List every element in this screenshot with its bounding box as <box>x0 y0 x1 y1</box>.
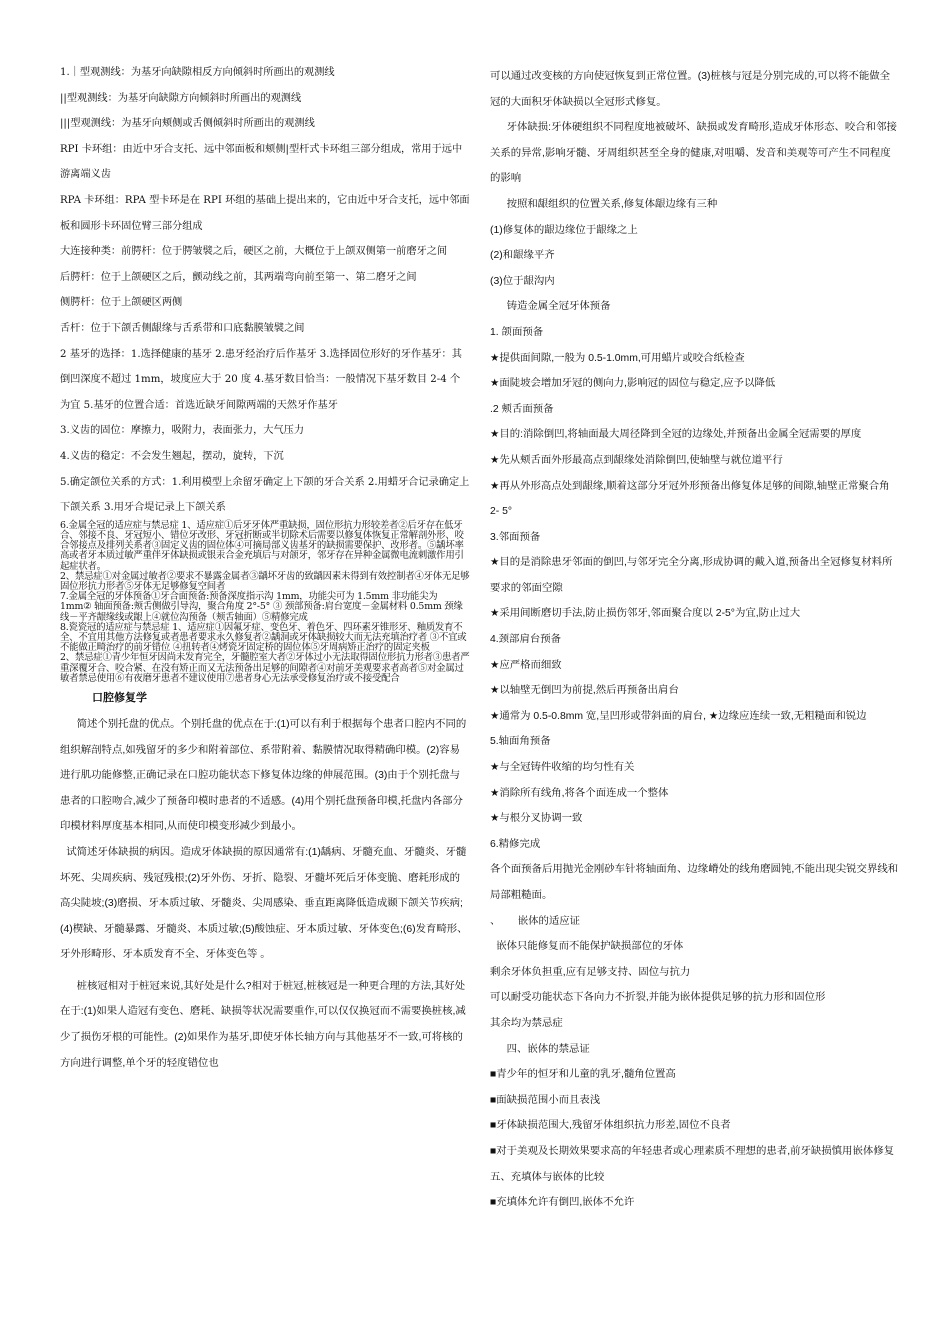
inlay-contraindication-2: ■面缺损范围小而且表浅 <box>490 1094 601 1106</box>
post-core-crown-continued: 可以通过改变核的方向使冠恢复到正常位置。(3)桩核与冠是分别完成的,可以将不能做全冠的大面积牙体缺损以全冠形式修复。 <box>490 71 891 108</box>
buccal-lingual-prep-item-2: ★先从颊舌面外形最高点到龈缘处消除倒凹,使轴壁与就位道平行 <box>490 454 783 466</box>
occlusal-prep-item-2: ★面陡坡会增加牙冠的侧向力,影响冠的固位与稳定,应予以降低 <box>490 378 776 390</box>
occlusal-prep-item-1: ★提供面间隙,一般为 0.5-1.0mm,可用蜡片或咬合纸检查 <box>490 352 745 364</box>
margin-position-1: (1)修复体的龈边缘位于龈缘之上 <box>490 224 638 236</box>
margin-position-intro: 按照和龈组织的位置关系,修复体龈边缘有三种 <box>506 198 718 210</box>
observation-line-type-2: ||型观测线：为基牙向缺隙方向倾斜时所画出的观测线 <box>60 92 302 104</box>
right-column <box>490 60 900 1216</box>
inlay-indication-2: 剩余牙体负担重,应有足够支持、固位与抗力 <box>490 966 691 978</box>
occlusal-prep-heading: 1. 颌面预备 <box>490 326 544 338</box>
proximal-prep-item-2: ★采用间断磨切手法,防止损伤邻牙,邻面聚合度以 2-5°为宜,防止过大 <box>490 608 801 620</box>
major-connector-posterior-bar: 后腭杆：位于上颌硬区之后，颤动线之前，其两端弯向前至第一、第二磨牙之间 <box>60 271 417 283</box>
observation-line-type-1: 1.｜型观测线：为基牙向缺隙相反方向倾斜时所画出的观测线 <box>60 67 335 78</box>
axial-angle-prep-item-1: ★与全冠铸件收缩的均匀性有关 <box>490 762 635 774</box>
metal-crown-preparation: 7.金属全冠的牙体预备①牙合面预备:预备深度指示沟 1mm，功能尖可为 1.5mm 非功能尖为 1mm② 轴面预备:颊舌侧做引导沟，聚合角度 2°-5° ③ 颈部预备:肩台宽度－金属材料 0.5mm 颈缘线－平齐龈缘线或龈上④就位沟预备（颊舌轴面）⑤精修完成 <box>60 591 463 623</box>
inlay-indications-heading: 、 嵌体的适应证 <box>490 915 581 927</box>
porcelain-crown-indications: 8.瓷瓷冠的适应症与禁忌症 1、适应症①因氟牙症、变色牙、着色牙、四环素牙锥形牙、釉质发育不全、不宜用其他方法修复或者患者要求永久修复者②龋洞或牙体缺损较大而无法充填治疗者 ③不宜或不能做正畸治疗的前牙错位 ④扭转者④烤瓷牙固定桥的固位体⑤牙周病矫正治疗的固定夹板 <box>60 621 467 654</box>
abutment-selection-paragraph: 2 基牙的选择：1.选择健康的基牙 2.患牙经治疗后作基牙 3.选择固位形好的牙作基牙：其倒凹深度不超过 1mm，坡度应大于 20 度 4.基牙数目恰当：一般情况下基牙数目 2-4 个为宜 5.基牙的位置合适：首选近缺牙间隙两端的天然牙作基牙 <box>60 348 462 411</box>
cast-crown-prep-title: 铸造金属全冠牙体预备 <box>506 301 611 313</box>
shoulder-prep-heading: 4.颈部肩台预备 <box>490 634 562 646</box>
buccal-lingual-prep-item-3: ★再从外形高点处到龈缘,顺着这部分牙冠外形预备出修复体足够的间隙,轴壁正常聚合角 2- 5° <box>490 480 890 518</box>
axial-angle-prep-item-2: ★消除所有线角,将各个面连成一个整体 <box>490 787 669 799</box>
major-connector-anterior-bar: 大连接种类：前腭杆：位于腭皱襞之后，硬区之前，大概位于上颌双侧第一前磨牙之间 <box>60 246 448 258</box>
left-column <box>60 60 470 1076</box>
margin-position-2: (2)和龈缘平齐 <box>490 250 555 262</box>
shoulder-prep-item-3: ★通常为 0.5-0.8mm 宽,呈凹形或带斜面的肩台, ★边缘应连续一致,无粗糙面和锐边 <box>490 710 867 722</box>
buccal-lingual-prep-item-1: ★目的:消除倒凹,将轴面最大周径降到全冠的边缘处,并预备出金属全冠需要的厚度 <box>490 429 862 441</box>
inlay-indication-4: 其余均为禁忌症 <box>490 1017 563 1029</box>
inlay-indication-3: 可以耐受功能状态下各向力不折裂,并能为嵌体提供足够的抗力形和固位形 <box>490 992 826 1004</box>
finishing-text: 各个面预备后用抛光金刚砂车针将轴面角、边缘嵴处的线角磨圆钝,不能出现尖锐交界线和局部粗糙面。 <box>490 864 899 901</box>
denture-stability-paragraph: 4.义齿的稳定：不会发生翘起，摆动，旋转，下沉 <box>60 450 284 462</box>
rpi-clasp-paragraph: RPI 卡环组：由近中牙合支托、远中邻面板和颊侧|型杆式卡环组三部分组成，常用于远中游离端义齿 <box>60 143 463 181</box>
finishing-heading: 6.精修完成 <box>490 838 541 850</box>
shoulder-prep-item-1: ★应严格而细致 <box>490 659 562 671</box>
shoulder-prep-item-2: ★以轴壁无倒凹为前提,然后再预备出肩台 <box>490 685 679 697</box>
inlay-contraindication-3: ■牙体缺损范围大,残留牙体组织抗力形差,固位不良者 <box>490 1120 731 1132</box>
metal-crown-indications: 6.金属全冠的适应症与禁忌症 1、适应症①后牙牙体严重缺损，固位形抗力形较差者②后牙存在低牙合、邻接不良、牙冠短小、错位牙改形、牙冠折断或半切除术后需要以修复体恢复正常解剖外形、咬合邻接点及排列关系者③固定义齿的固位体④可摘局部义齿基牙的缺损需要保护、改形者。⑤龋坏率高或者牙本质过敏严重伴牙体缺损或银汞合金充填后与对颌牙，邻牙存在异种金属微电流刺激作用引起症状者。 <box>60 519 464 572</box>
denture-retention-paragraph: 3.义齿的固位：摩擦力，吸附力，表面张力，大气压力 <box>60 425 305 437</box>
inlay-contraindication-1: ■青少年的恒牙和儿童的乳牙,髓角位置高 <box>490 1069 676 1081</box>
metal-crown-contraindications: 2、禁忌症①对金属过敏者②要求不暴露金属者③龋坏牙齿的致龋因素未得到有效控制者④牙体无足够固位形抗力形者⑤牙体无足够修复空间者 <box>60 570 470 592</box>
porcelain-crown-contraindications: 2、禁忌症①青少年恒牙因尚未发育完全，牙髓腔室大者②牙体过小无法取得固位形抗力形者③患者严重深覆牙合、咬合紧、在没有矫正而又无法预备出足够的间隙者④对前牙美观要求者高者⑤对金属过敏者禁忌使用⑥有夜磨牙患者不建议使用⑦患者身心无法承受修复治疗或不接受配合 <box>60 652 470 684</box>
tooth-defect-causes: 试简述牙体缺损的病因。造成牙体缺损的原因通常有:(1)龋病、牙髓充血、牙髓炎、牙髓坏死、尖周疾病、残冠残根;(2)牙外伤、牙折、隐裂、牙髓坏死后牙体变脆、磨耗形成的高尖陡坡;(3)磨损、牙本质过敏、牙髓炎、尖周感染、垂直距离降低造成颞下颌关节疾病;(4)楔缺、牙髓暴露、牙髓炎、本质过敏;(5)酸蚀症、牙本质过敏、牙体变色;(6)发育畸形、牙外形畸形、牙本质发育不全、牙体变色等 。 <box>60 846 468 961</box>
rpa-clasp-paragraph: RPA 卡环组：RPA 型卡环是在 RPI 环组的基础上提出来的，它由近中牙合支托，远中邻面板和圆形卡环固位臂三部分组成 <box>60 194 470 232</box>
tooth-defect-definition: 牙体缺损:牙体硬组织不同程度地被破坏、缺损或发育畸形,造成牙体形态、咬合和邻接关系的异常,影响牙髓、牙周组织甚至全身的健康,对咀嚼、发音和美观等可产生不同程度的影响 <box>490 122 897 185</box>
margin-position-3: (3)位于龈沟内 <box>490 275 555 287</box>
section-title: 口腔修复学 <box>92 691 147 704</box>
axial-angle-prep-item-3: ★与根分叉协调一致 <box>490 813 583 825</box>
major-connector-lingual-bar: 舌杆：位于下颌舌侧龈缘与舌系带和口底黏膜皱襞之间 <box>60 322 305 334</box>
filling-vs-inlay-item-1: ■充填体允许有倒凹,嵌体不允许 <box>490 1197 635 1209</box>
custom-tray-advantages: 简述个别托盘的优点。个别托盘的优点在于:(1)可以有利于根据每个患者口腔内不同的组织解剖特点,如残留牙的多少和附着部位、系带附着、黏膜情况取得精确印模。(2)容易进行肌功能修整,正确记录在口腔功能状态下修复体边缘的伸展范围。(3)由于个别托盘与患者的口腔吻合,减少了预备印模时患者的不适感。(4)用个别托盘预备印模,托盘内各部分印模材料厚度基本相同,从而使印模变形减少到最小。 <box>60 718 467 833</box>
major-connector-lateral-bar: 侧腭杆：位于上颌硬区两侧 <box>60 297 183 309</box>
proximal-prep-heading: 3.邻面预备 <box>490 531 541 543</box>
axial-angle-prep-heading: 5.轴面角预备 <box>490 736 551 748</box>
inlay-indication-1: 嵌体只能修复而不能保护缺损部位的牙体 <box>496 941 684 953</box>
inlay-contraindication-4: ■对于美观及长期效果要求高的年轻患者或心理素质不理想的患者,前牙缺损慎用嵌体修复五、充填体与嵌体的比较 <box>490 1145 895 1183</box>
observation-line-type-3: |||型观测线：为基牙向颊侧或舌侧倾斜时所画出的观测线 <box>60 118 315 130</box>
post-core-crown-advantages: 桩核冠相对于桩冠来说,其好处是什么?相对于桩冠,桩核冠是一种更合理的方法,其好处在于:(1)如果人造冠有变色、磨耗、缺损等状况需要重作,可以仅仅换冠而不需要换桩核,减少了损伤牙根的可能性。(2)如果作为基牙,即使牙体长轴方向与其他基牙不一致,可将核的方向进行调整,单个牙的轻度错位也 <box>60 980 466 1069</box>
jaw-relation-paragraph: 5.确定颌位关系的方式：1.利用模型上余留牙确定上下颌的牙合关系 2.用蜡牙合记录确定上下颌关系 3.用牙合堤记录上下颌关系 <box>60 476 470 514</box>
proximal-prep-item-1: ★目的是消除患牙邻面的倒凹,与邻牙完全分离,形成协调的戴入道,预备出全冠修复材料所要求的邻面空隙 <box>490 557 893 594</box>
inlay-contraindications-heading: 四、嵌体的禁忌证 <box>506 1043 590 1055</box>
buccal-lingual-prep-heading: .2 颊舌面预备 <box>490 403 554 415</box>
